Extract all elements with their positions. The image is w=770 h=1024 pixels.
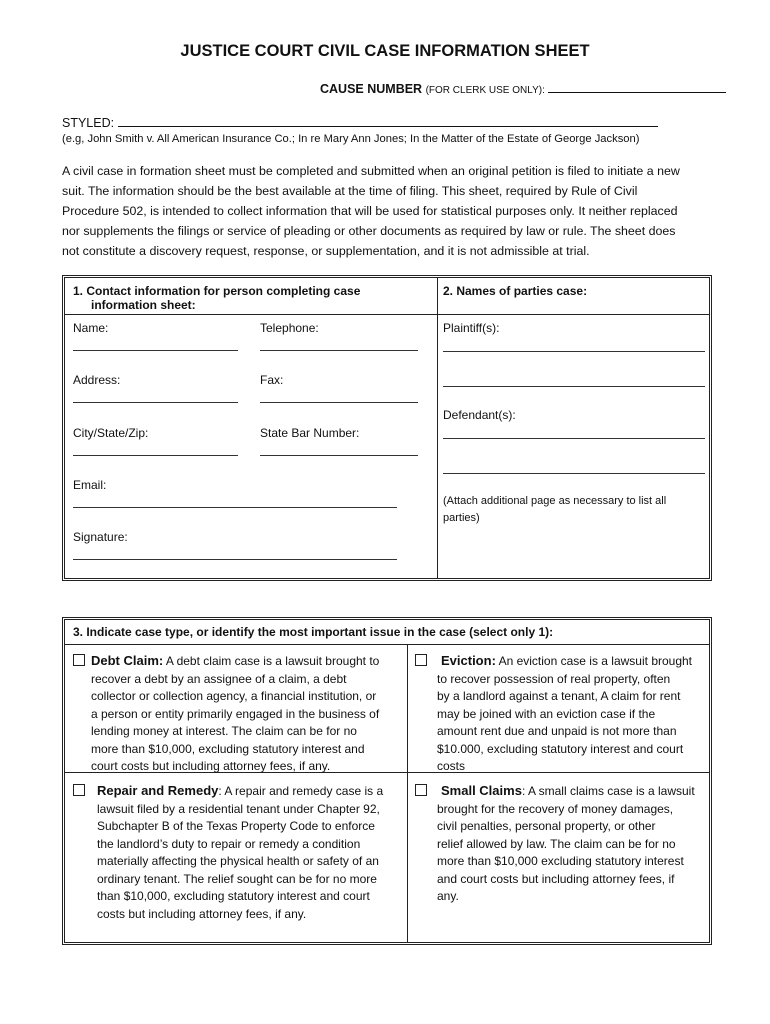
parties-note: (Attach additional page as necessary to list all parties) — [443, 495, 667, 524]
section1-header: 1. Contact information for person completing case information sheet: — [73, 284, 361, 312]
email-label: Email: — [73, 478, 107, 492]
address-field[interactable] — [73, 402, 238, 403]
styled-row — [62, 114, 658, 130]
intro-line: nor supplements the filings or service of pleading or other documents as required by law or rule. The sheet does — [62, 224, 676, 238]
cause-number-label: CAUSE NUMBER — [320, 82, 423, 96]
intro-line: suit. The information should be the best available at the time of filing. This sheet, required by Rule of Civil — [62, 184, 638, 198]
bar-number-label: State Bar Number: — [260, 426, 360, 440]
intro-line: Procedure 502, is intended to collect information that will be used for statistical purposes only. It neither replaced — [62, 204, 678, 218]
page-title: JUSTICE COURT CIVIL CASE INFORMATION SHEET — [180, 42, 590, 60]
eviction-title: Eviction: — [441, 653, 496, 668]
name-field[interactable] — [73, 350, 238, 351]
styled-field[interactable] — [118, 114, 658, 127]
cause-number-note: (FOR CLERK USE ONLY): — [425, 85, 545, 96]
plaintiff-field-2[interactable] — [443, 386, 705, 387]
defendant-field-1[interactable] — [443, 438, 705, 439]
signature-label: Signature: — [73, 530, 128, 544]
styled-label: STYLED: — [62, 116, 115, 130]
cause-number-row — [320, 80, 726, 96]
bar-number-field[interactable] — [260, 455, 418, 456]
repair-remedy-checkbox[interactable] — [73, 784, 85, 796]
plaintiff-field-1[interactable] — [443, 351, 705, 352]
defendant-label: Defendant(s): — [443, 408, 516, 422]
address-label: Address: — [73, 373, 121, 387]
signature-field[interactable] — [73, 559, 397, 560]
repair-remedy-title: Repair and Remedy — [97, 783, 219, 798]
fax-field[interactable] — [260, 402, 418, 403]
section2-header: 2. Names of parties case: — [443, 284, 588, 298]
telephone-field[interactable] — [260, 350, 418, 351]
styled-example: (e.g, John Smith v. All American Insurance Co.; In re Mary Ann Jones; In the Matter of the Estate of George Jackson) — [62, 133, 640, 145]
intro-line: A civil case in formation sheet must be completed and submitted when an original petition is filed to initiate a new — [62, 164, 680, 178]
telephone-label: Telephone: — [260, 321, 319, 335]
repair-remedy-option[interactable]: Repair and Remedy: A repair and remedy case is a lawsuit filed by a residential tenant under Chapter 92, Subchapter B of the Texas Property Code to enforce the landlord’s duty to repair or remedy a condition materially affecting the physical health or safety of an ordinary tenant. The relief sought can be for no more than $10,000, excluding statutory interest and court costs but including attorney fees, if any. — [73, 782, 403, 923]
contact-parties-box — [62, 275, 712, 581]
small-claims-checkbox[interactable] — [415, 784, 427, 796]
name-label: Name: — [73, 321, 109, 335]
intro-line: not constitute a discovery request, response, or supplementation, and it is not admissible at trial. — [62, 244, 590, 258]
defendant-field-2[interactable] — [443, 473, 705, 474]
city-field[interactable] — [73, 455, 238, 456]
intro-paragraph — [62, 161, 722, 261]
case-type-box — [62, 617, 712, 945]
section3-header: 3. Indicate case type, or identify the most important issue in the case (select only 1): — [73, 625, 554, 639]
debt-claim-checkbox[interactable] — [73, 654, 85, 666]
debt-claim-title: Debt Claim: — [91, 653, 164, 668]
plaintiff-label: Plaintiff(s): — [443, 321, 500, 335]
email-field[interactable] — [73, 507, 397, 508]
small-claims-option[interactable]: Small Claims: A small claims case is a lawsuit brought for the recovery of money damages, civil penalties, personal property, or other relief allowed by law. The claim can be for no more than $10,000 excluding statutory interest and court costs but including attorney fees, if any. — [415, 782, 707, 906]
eviction-checkbox[interactable] — [415, 654, 427, 666]
cause-number-field[interactable] — [548, 80, 726, 93]
debt-claim-option[interactable]: Debt Claim: A debt claim case is a lawsuit brought to recover a debt by an assignee of a claim, a debt collector or collection agency, a financial institution, or a person or entity primarily engaged in the business of lending money at interest. The claim can be for no more than $10,000, excluding statutory interest and court costs but including attorney fees, if any. — [73, 652, 403, 776]
fax-label: Fax: — [260, 373, 284, 387]
eviction-option[interactable]: Eviction: An eviction case is a lawsuit brought to recover possession of real property, often by a landlord against a tenant, A claim for rent may be joined with an eviction case if the amount rent due and unpaid is not more than $10.000, excluding statutory interest and court costs — [415, 652, 707, 776]
small-claims-title: Small Claims — [441, 783, 522, 798]
city-label: City/State/Zip: — [73, 426, 149, 440]
